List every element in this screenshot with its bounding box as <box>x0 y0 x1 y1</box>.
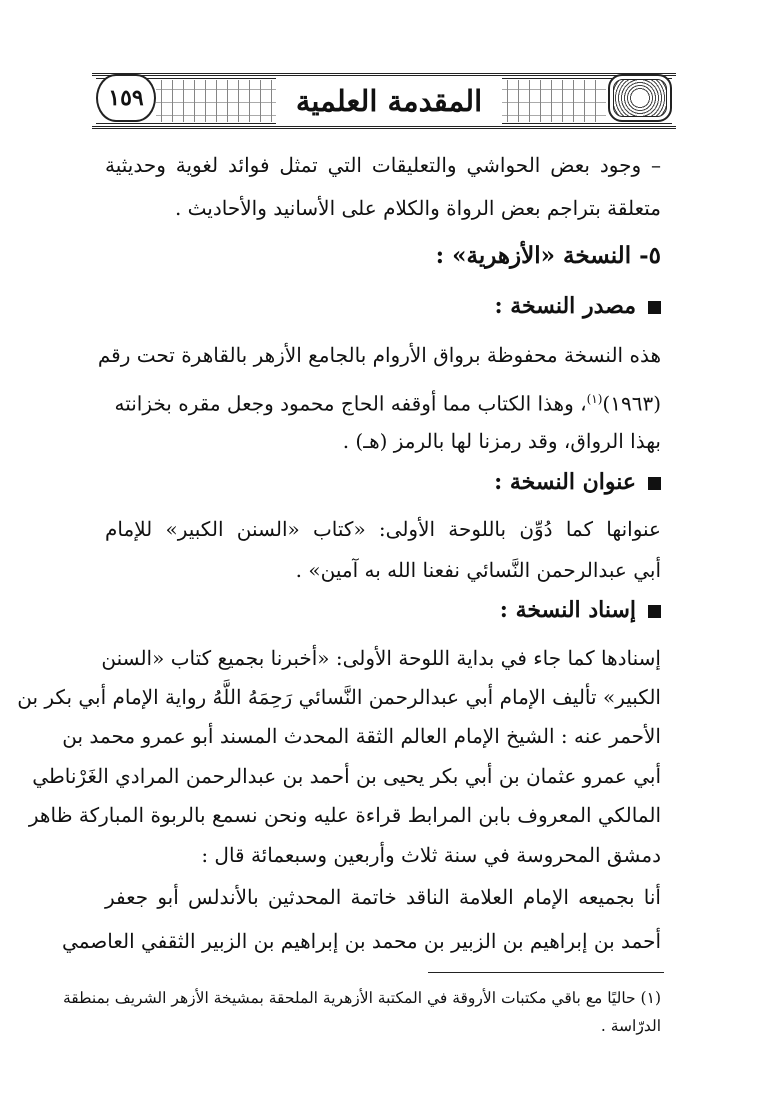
subsection-title: إسناد النسخة : <box>500 594 661 626</box>
paragraph-line: أبي عمرو عثمان بن أبي بكر يحيى بن أحمد بن عبدالرحمن المرادي الغَرْناطي <box>32 764 661 788</box>
subsection-title: عنوان النسخة : <box>494 466 661 498</box>
book-emblem-icon <box>608 74 672 122</box>
paragraph-line: المالكي المعروف بابن المرابط قراءة عليه ونحن نسمع بالربوة المباركة ظاهر <box>28 803 661 827</box>
footnote-marker: (١) <box>586 392 603 406</box>
paragraph-text: ، وهذا الكتاب مما أوقفه الحاج محمود وجعل مقره بخزانته <box>114 391 587 416</box>
paragraph-line: إسنادها كما جاء في بداية اللوحة الأولى: «أخبرنا بجميع كتاب «السنن <box>101 646 661 670</box>
page-number: ١٥٩ <box>96 74 156 122</box>
square-bullet-icon <box>648 301 661 314</box>
emblem-rosette <box>613 79 667 117</box>
paragraph-line: – وجود بعض الحواشي والتعليقات التي تمثل فوائد لغوية وحديثية <box>105 153 661 177</box>
footnote-line: الدرّاسة . <box>600 1017 661 1035</box>
paragraph-line: هذه النسخة محفوظة برواق الأروام بالجامع الأزهر بالقاهرة تحت رقم <box>97 343 661 367</box>
manuscript-number: (١٩٦٣) <box>602 391 661 416</box>
paragraph-line: الأحمر عنه : الشيخ الإمام العالم الثقة المحدث المسند أبو عمرو محمد بن <box>62 724 661 748</box>
paragraph-line: متعلقة بتراجم بعض الرواة والكلام على الأسانيد والأحاديث . <box>174 196 661 220</box>
paragraph-line: أحمد بن إبراهيم بن الزبير بن محمد بن إبراهيم بن الزبير الثقفي العاصمي <box>62 929 661 953</box>
paragraph-line: أبي عبدالرحمن النَّسائي نفعنا الله به آمين» . <box>295 558 661 582</box>
page-header-ornament <box>92 73 676 129</box>
ornament-pattern-left <box>156 80 276 122</box>
paragraph-line: عنوانها كما دُوِّن باللوحة الأولى: «كتاب «السنن الكبير» للإمام <box>105 517 661 541</box>
section-heading: ٥- النسخة «الأزهرية» : <box>435 242 661 269</box>
square-bullet-icon <box>648 477 661 490</box>
subsection-title: مصدر النسخة : <box>494 290 661 322</box>
paragraph-line <box>114 384 661 419</box>
paragraph-line: الكبير» تأليف الإمام أبي عبدالرحمن النَّسائي رَحِمَهُ اللَّهُ رواية الإمام أبي بكر بن <box>17 685 661 709</box>
square-bullet-icon <box>648 605 661 618</box>
footnote-separator <box>428 972 664 973</box>
footnote-line: (١) حاليًا مع باقي مكتبات الأروقة في المكتبة الأزهرية الملحقة بمشيخة الأزهر الشريف بمنطقة <box>62 989 661 1007</box>
paragraph-line: بهذا الرواق، وقد رمزنا لها بالرمز (هـ) . <box>342 429 661 453</box>
paragraph-line: أنا بجميعه الإمام العلامة الناقد خاتمة المحدثين بالأندلس أبو جعفر <box>105 885 661 909</box>
ornament-pattern-right <box>502 80 606 122</box>
running-title: المقدمة العلمية <box>276 76 502 126</box>
paragraph-line: دمشق المحروسة في سنة ثلاث وأربعين وسبعمائة قال : <box>201 843 661 867</box>
